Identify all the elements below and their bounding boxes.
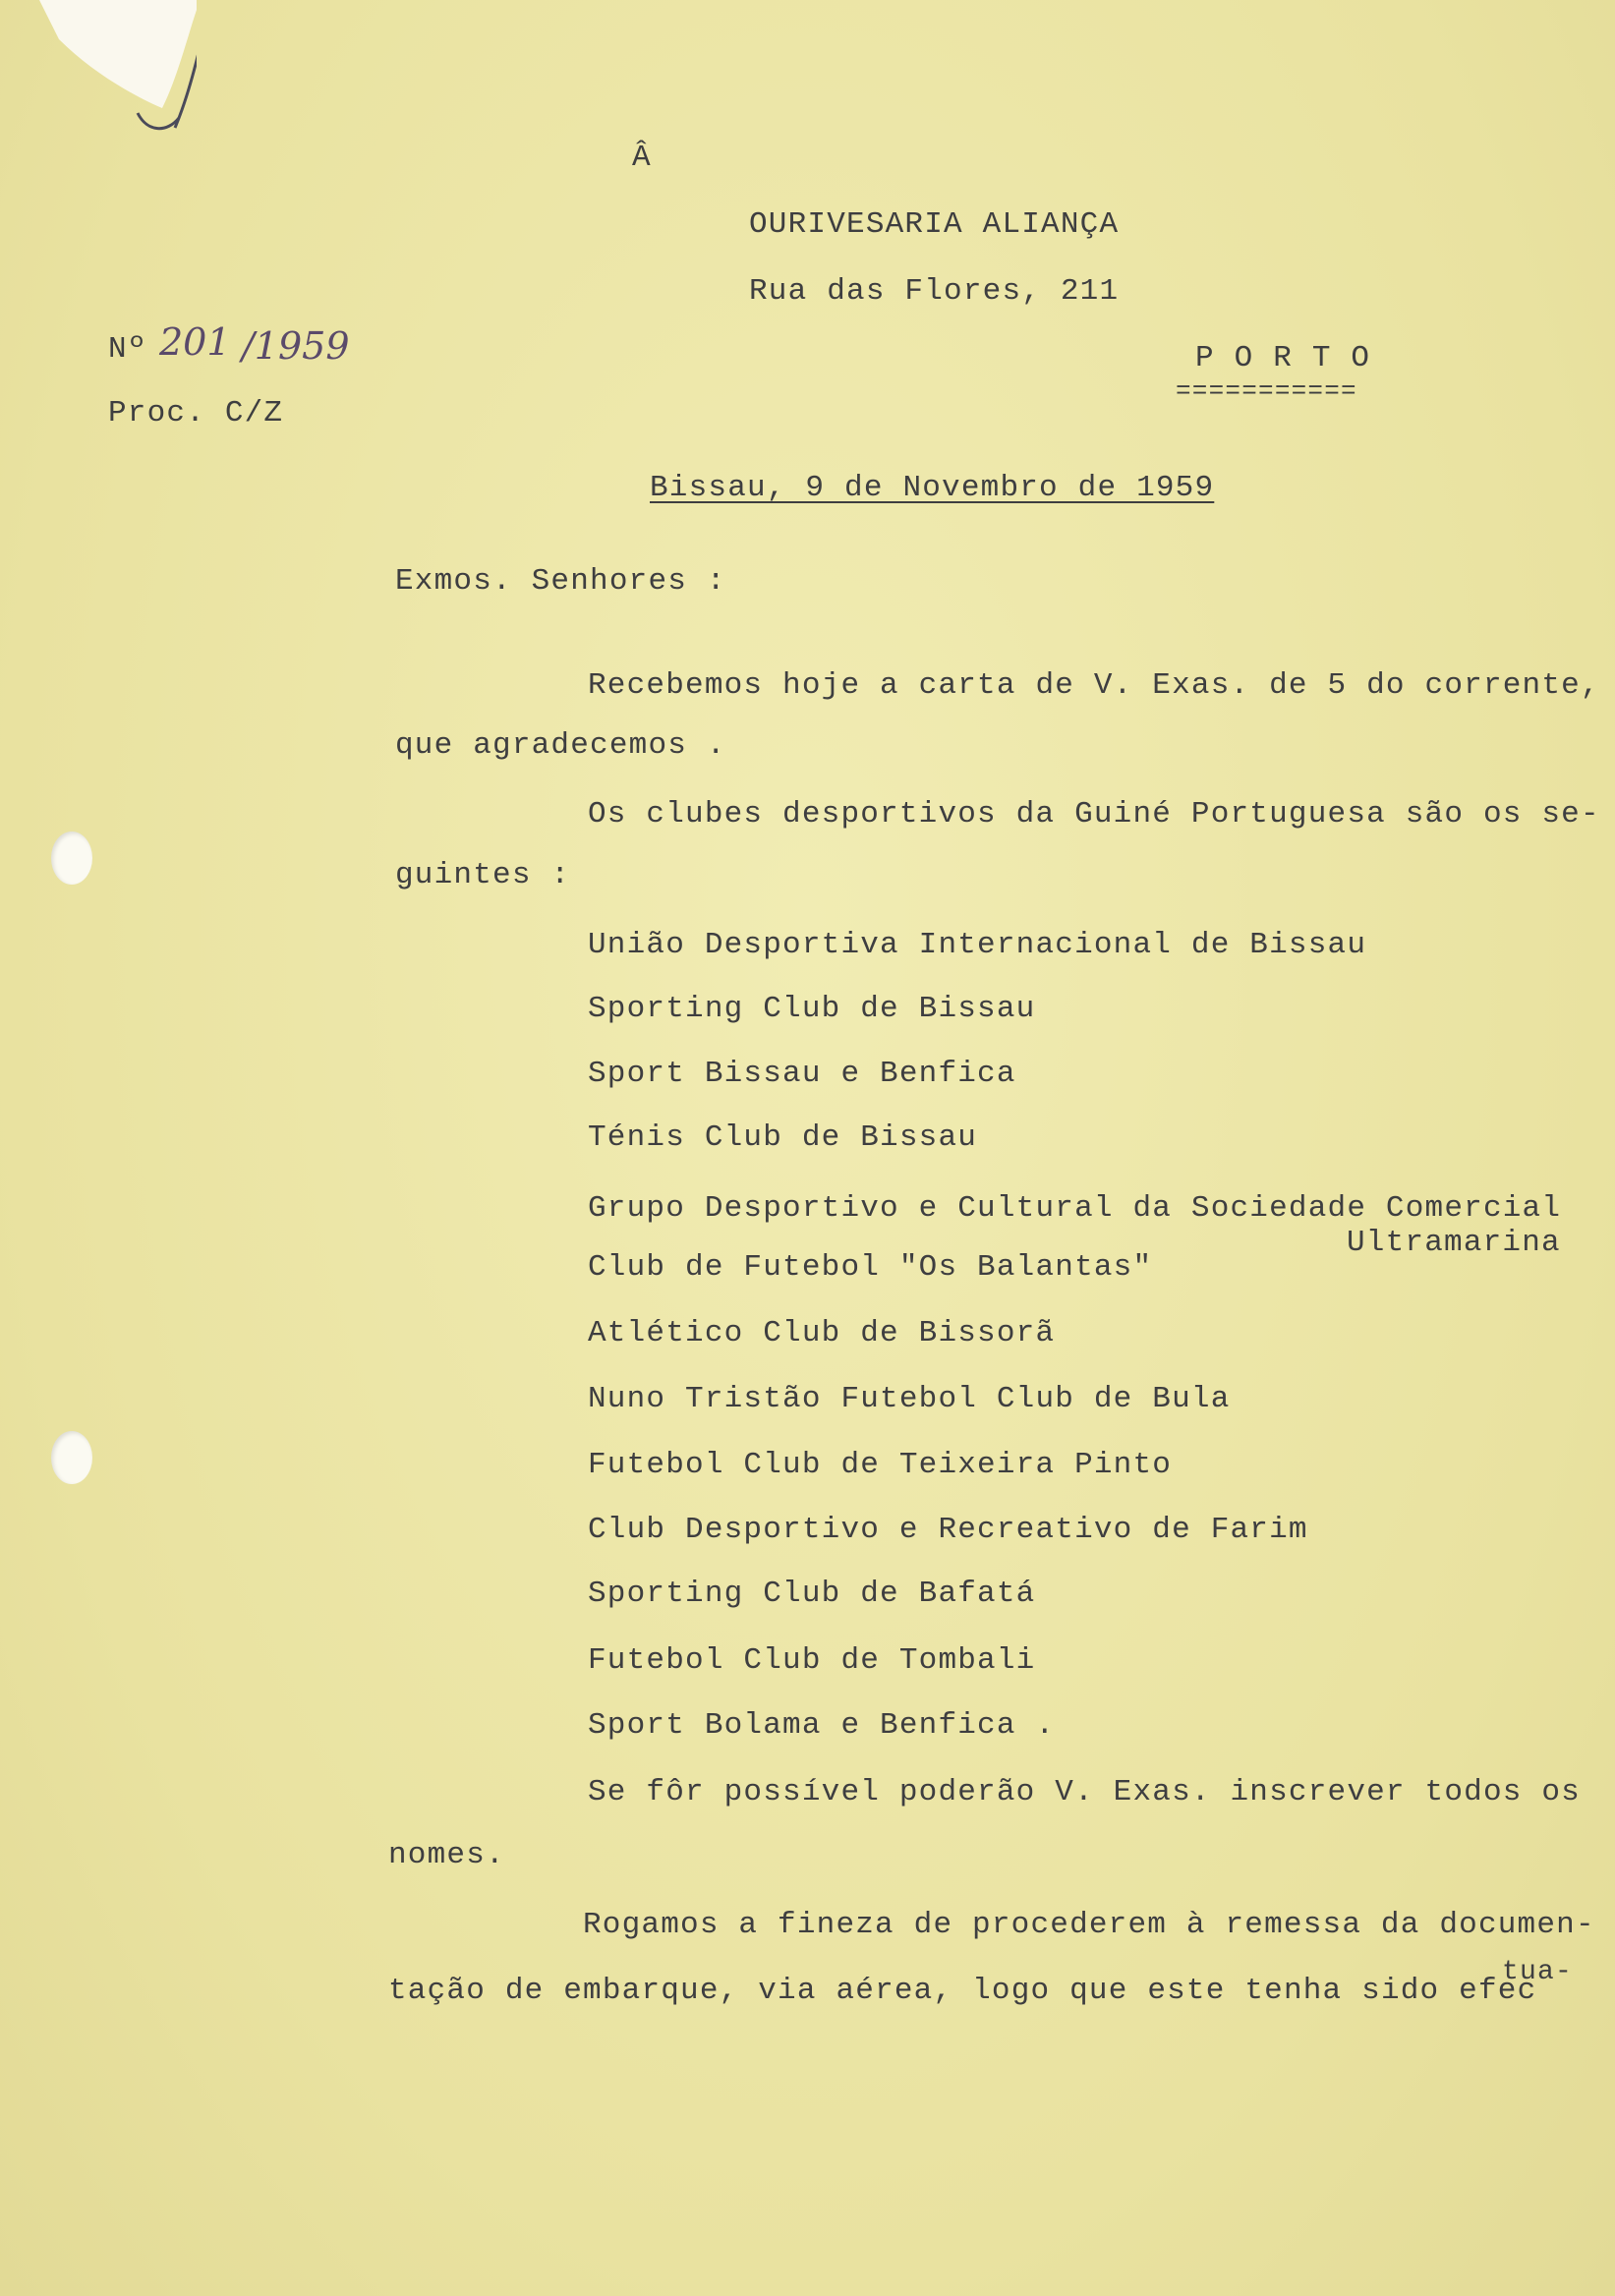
recipient-name: OURIVESARIA ALIANÇA	[749, 207, 1120, 242]
list-item: Sporting Club de Bissau	[588, 992, 1036, 1026]
list-item: Futebol Club de Tombali	[588, 1643, 1036, 1678]
city-rule: ===========	[1176, 376, 1357, 406]
punch-hole-bottom	[51, 1431, 92, 1484]
accent-mark: Â	[632, 141, 652, 175]
paragraph-4-line-1: Rogamos a fineza de procederem à remessa da documen-	[583, 1908, 1595, 1942]
torn-corner	[0, 0, 197, 138]
recipient-city: P O R T O	[1195, 341, 1371, 375]
paragraph-4-superscript: tua-	[1502, 1957, 1574, 1987]
list-item: União Desportiva Internacional de Bissau	[588, 928, 1367, 962]
list-item: Sport Bolama e Benfica .	[588, 1708, 1056, 1743]
list-item-continuation: Ultramarina	[1347, 1226, 1561, 1260]
reference-number-suffix: /1959	[242, 324, 350, 368]
paragraph-3-line-2: nomes.	[388, 1838, 505, 1872]
paragraph-1-line-2: que agradecemos .	[395, 728, 726, 763]
reference-number-prefix: Nº	[108, 332, 147, 367]
list-item: Grupo Desportivo e Cultural da Sociedade Comercial	[588, 1191, 1562, 1226]
salutation: Exmos. Senhores :	[395, 564, 726, 599]
reference-number-handwritten: 201	[159, 320, 231, 364]
paragraph-2-line-1: Os clubes desportivos da Guiné Portuguesa são os se-	[588, 797, 1600, 832]
date-line: Bissau, 9 de Novembro de 1959	[650, 471, 1215, 505]
recipient-street: Rua das Flores, 211	[749, 274, 1120, 309]
list-item: Futebol Club de Teixeira Pinto	[588, 1448, 1173, 1482]
punch-hole-top	[51, 832, 92, 885]
paragraph-2-line-2: guintes :	[395, 858, 571, 892]
paragraph-1-line-1: Recebemos hoje a carta de V. Exas. de 5 do corrente,	[588, 668, 1600, 703]
list-item: Club de Futebol "Os Balantas"	[588, 1250, 1153, 1285]
list-item: Nuno Tristão Futebol Club de Bula	[588, 1382, 1231, 1416]
paragraph-4-line-2: tação de embarque, via aérea, logo que este tenha sido efec	[388, 1974, 1537, 2008]
list-item: Ténis Club de Bissau	[588, 1120, 978, 1155]
paragraph-3-line-1: Se fôr possível poderão V. Exas. inscrever todos os	[588, 1775, 1581, 1809]
list-item: Atlético Club de Bissorã	[588, 1316, 1056, 1350]
list-item: Club Desportivo e Recreativo de Farim	[588, 1513, 1308, 1547]
list-item: Sporting Club de Bafatá	[588, 1577, 1036, 1611]
process-code: Proc. C/Z	[108, 396, 284, 430]
list-item: Sport Bissau e Benfica	[588, 1057, 1016, 1091]
